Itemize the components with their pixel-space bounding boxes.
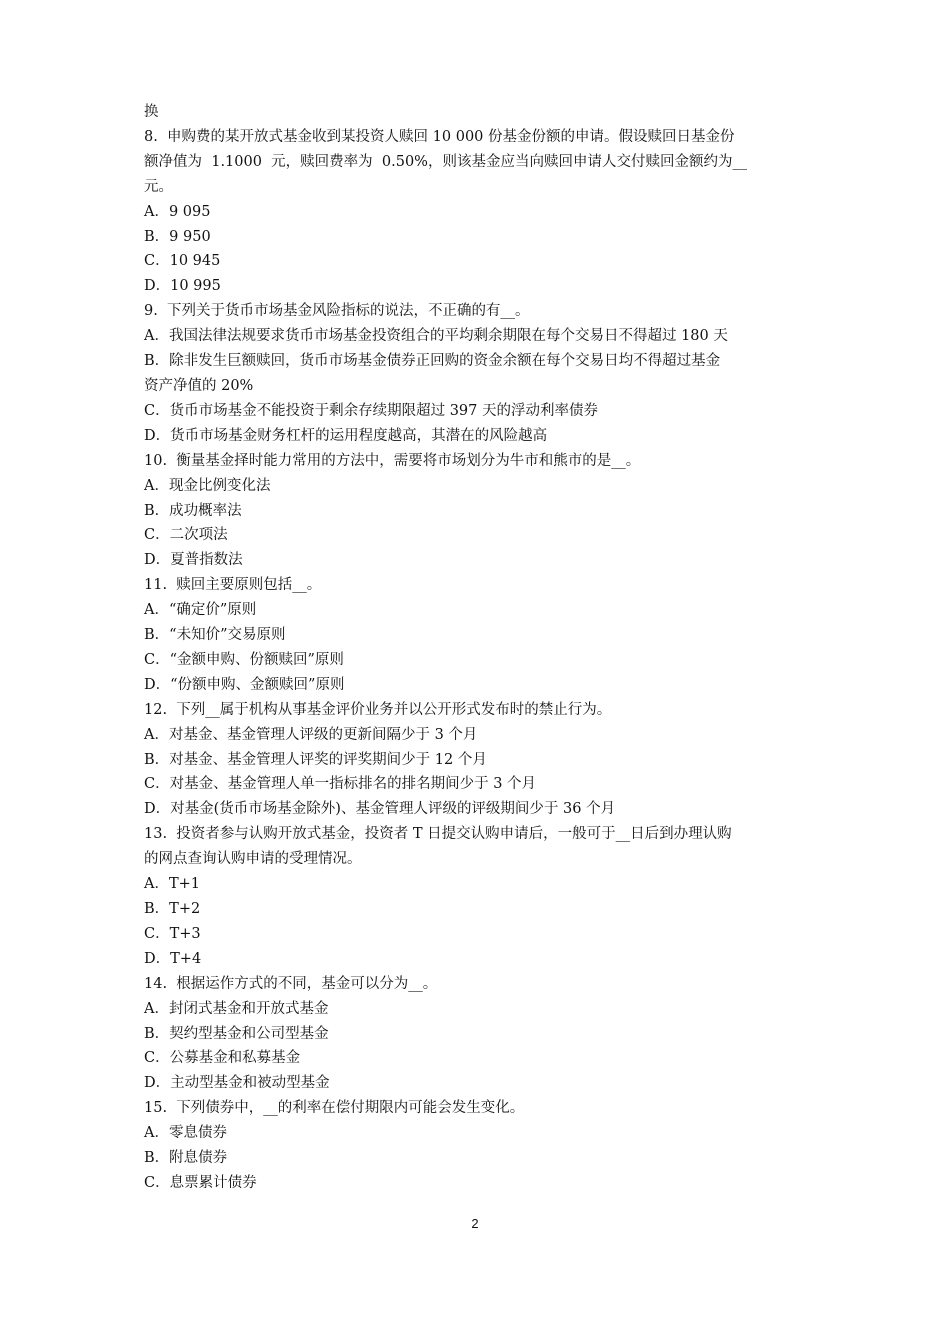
text-line: 10. 衡量基金择时能力常用的方法中，需要将市场划分为牛市和熊市的是__。: [144, 452, 641, 469]
text-line: 8. 申购费的某开放式基金收到某投资人赎回 10 000 份基金份额的申请。假设赎回日基金份: [144, 128, 735, 145]
text-line: C．对基金、基金管理人单一指标排名的排名期间少于 3 个月: [144, 776, 537, 793]
text-line: 9. 下列关于货币市场基金风险指标的说法，不正确的有__。: [144, 303, 530, 320]
text-line: D．夏普指数法: [144, 552, 243, 569]
text-line: 14. 根据运作方式的不同，基金可以分为__。: [144, 975, 438, 992]
text-line: D．10 995: [144, 278, 221, 295]
text-line: A．现金比例变化法: [144, 477, 271, 494]
text-line: C．二次项法: [144, 527, 228, 544]
text-line: C．公募基金和私募基金: [144, 1050, 301, 1067]
text-line: B．T+2: [144, 901, 201, 917]
text-line: A．封闭式基金和开放式基金: [144, 1000, 329, 1017]
text-line: A．T+1: [144, 876, 201, 893]
text-line: C．货币市场基金不能投资于剩余存续期限超过 397 天的浮动利率债券: [144, 402, 598, 419]
text-line: A．9 095: [144, 203, 211, 220]
text-line: D．T+4: [144, 950, 202, 967]
text-line: B．契约型基金和公司型基金: [144, 1025, 329, 1042]
text-line: B．9 950: [144, 228, 211, 245]
text-line: 15. 下列债券中，__的利率在偿付期限内可能会发生变化。: [144, 1100, 525, 1117]
text-line: D．货币市场基金财务杠杆的运用程度越高，其潜在的风险越高: [144, 427, 548, 444]
text-line: 11. 赎回主要原则包括__。: [144, 577, 322, 594]
text-line: A．我国法律法规要求货币市场基金投资组合的平均剩余期限在每个交易日不得超过 180 天: [144, 328, 728, 345]
page-body: [144, 100, 810, 1196]
text-line: D．对基金(货币市场基金除外)、基金管理人评级的评级期间少于 36 个月: [144, 801, 616, 818]
text-line: 额净值为 1.1000 元，赎回费率为 0.50%，则该基金应当向赎回申请人交付赎回金额约为__: [144, 153, 747, 170]
text-line: C．10 945: [144, 253, 221, 270]
page-number: 2: [471, 1216, 479, 1231]
text-line: D．“份额申购、金额赎回”原则: [144, 676, 345, 693]
text-line: B．“未知价”交易原则: [144, 627, 286, 644]
text-line: C．“金额申购、份额赎回”原则: [144, 651, 344, 668]
text-line: 的网点查询认购申请的受理情况。: [144, 851, 362, 868]
text-line: B．成功概率法: [144, 502, 242, 519]
text-line: 13. 投资者参与认购开放式基金，投资者 T 日提交认购申请后，一般可于__日后到办理认购: [144, 826, 732, 843]
text-line: 资产净值的 20%: [144, 377, 254, 394]
text-line: A．“确定价”原则: [144, 602, 257, 619]
text-line: A．对基金、基金管理人评级的更新间隔少于 3 个月: [144, 726, 478, 743]
text-line: B．附息债券: [144, 1150, 228, 1167]
text-line: C．T+3: [144, 925, 201, 942]
text-line: A．零息债券: [144, 1125, 227, 1142]
text-line: 12. 下列__属于机构从事基金评价业务并以公开形式发布时的禁止行为。: [144, 701, 612, 718]
text-line: B．对基金、基金管理人评奖的评奖期间少于 12 个月: [144, 751, 487, 768]
text-line: C．息票累计债券: [144, 1174, 257, 1191]
text-line: 换: [144, 104, 159, 120]
text-line: D．主动型基金和被动型基金: [144, 1075, 330, 1092]
text-line: B．除非发生巨额赎回，货币市场基金债券正回购的资金余额在每个交易日均不得超过基金: [144, 353, 721, 370]
text-line: 元。: [144, 178, 173, 195]
